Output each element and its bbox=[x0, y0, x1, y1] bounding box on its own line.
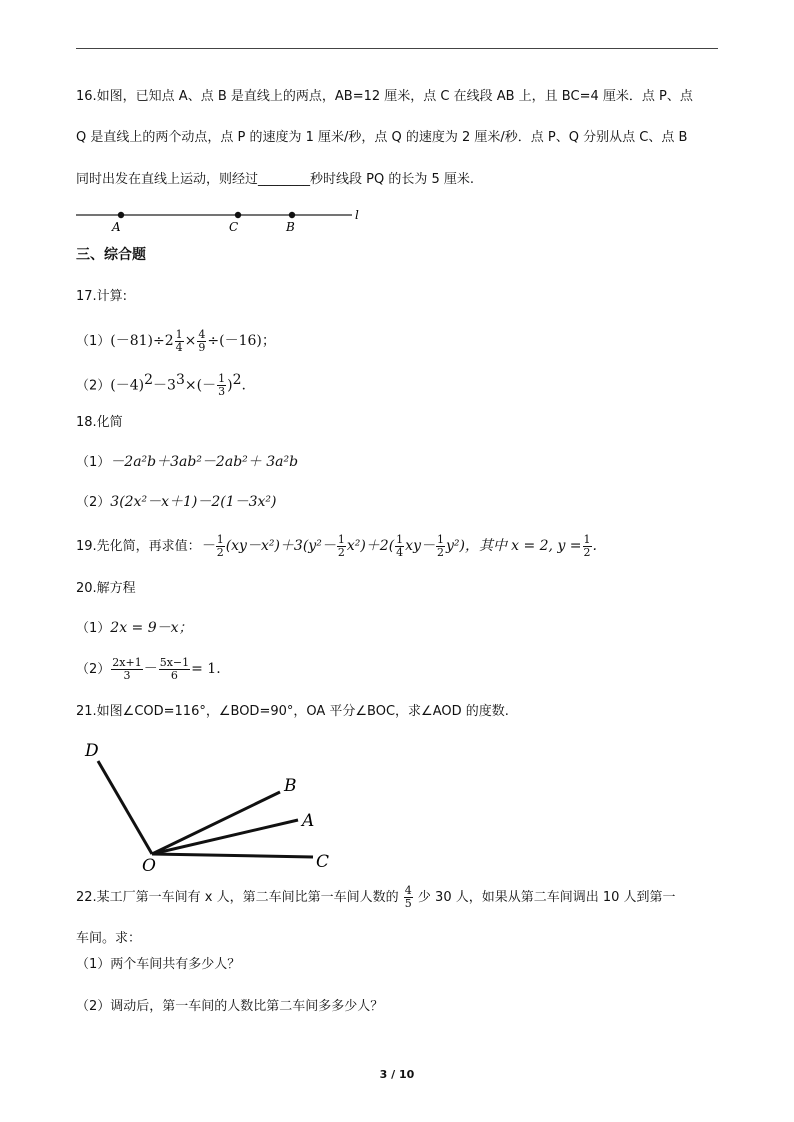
q22-part1: （1）两个车间共有多少人？ bbox=[76, 957, 241, 972]
label-c: C bbox=[316, 852, 330, 872]
q20-part2: （2） $\frac{2x+1}{3}$ － $\frac{5x-1}{6}$ = 1. bbox=[76, 656, 221, 682]
ray-oc bbox=[152, 854, 313, 857]
section-title: 三、综合题 bbox=[76, 247, 146, 263]
label-a: A bbox=[302, 811, 315, 831]
q19-expression: 19.先化简，再求值：－ $\frac{1}{2}$ (xy－x²)＋3(y²－ $\frac{1}{2}$ x²)＋2( $\frac{1}{4}$ xy－ $\frac{1}{2}$ y²)，其中 x = 2, y = $\frac{1}{2}$ . bbox=[76, 533, 597, 559]
q16-line3: 同时出发在直线上运动，则经过________秒时线段 PQ 的长为 5 厘米. bbox=[76, 172, 475, 187]
label-c: C bbox=[229, 220, 239, 234]
label-a: A bbox=[112, 220, 121, 234]
label-d: D bbox=[85, 741, 99, 761]
q20-title: 20.解方程 bbox=[76, 581, 136, 596]
q22-part2: （2）调动后，第一车间的人数比第二车间多多少人？ bbox=[76, 999, 384, 1014]
q16-line1: 16.如图，已知点 A、点 B 是直线上的两点，AB=12 厘米，点 C 在线段 AB 上，且 BC=4 厘米．点 P、点 bbox=[76, 89, 693, 104]
label-b: B bbox=[284, 776, 297, 796]
page-number: 3 / 10 bbox=[379, 1068, 415, 1081]
q16-line2: Q 是直线上的两个动点，点 P 的速度为 1 厘米/秒，点 Q 的速度为 2 厘米/秒．点 P、Q 分别从点 C、点 B bbox=[76, 130, 688, 145]
q17-part1: （1）(－81)÷2 $\frac{1}{4}$ × $\frac{4}{9}$ ÷(－16)； bbox=[76, 328, 276, 354]
q21-text: 21.如图∠COD=116°，∠BOD=90°，OA 平分∠BOC，求∠AOD 的度数. bbox=[76, 704, 509, 719]
ray-od bbox=[98, 761, 152, 854]
q18-part1: （1）－2a²b＋3ab²－2ab²＋ 3a²b bbox=[76, 454, 299, 470]
q17-p1-label: （1） bbox=[76, 334, 111, 349]
q22-line1: 22.某工厂第一车间有 x 人，第二车间比第一车间人数的 $\frac{4}{5}$ 少 30 人，如果从第二车间调出 10 人到第一 bbox=[76, 884, 676, 910]
q18-title: 18.化简 bbox=[76, 415, 123, 430]
ray-oa bbox=[152, 820, 298, 854]
q22-line2: 车间。求： bbox=[76, 931, 142, 946]
q17-title: 17.计算: bbox=[76, 289, 128, 304]
q17-part2: $(2)(-4)^2-3^3\times(-$ $\frac{1}{3}$ )$^2$. bbox=[76, 372, 246, 399]
q18-part2: （2）3(2x²－x＋1)－2(1－3x²) bbox=[76, 494, 277, 510]
q20-part1: （1）2x = 9－x； bbox=[76, 620, 193, 636]
ray-ob bbox=[152, 792, 280, 854]
label-o: O bbox=[142, 856, 156, 876]
q17-p2-label: （2） bbox=[76, 378, 111, 394]
label-l: l bbox=[355, 208, 359, 222]
label-b: B bbox=[286, 220, 295, 234]
